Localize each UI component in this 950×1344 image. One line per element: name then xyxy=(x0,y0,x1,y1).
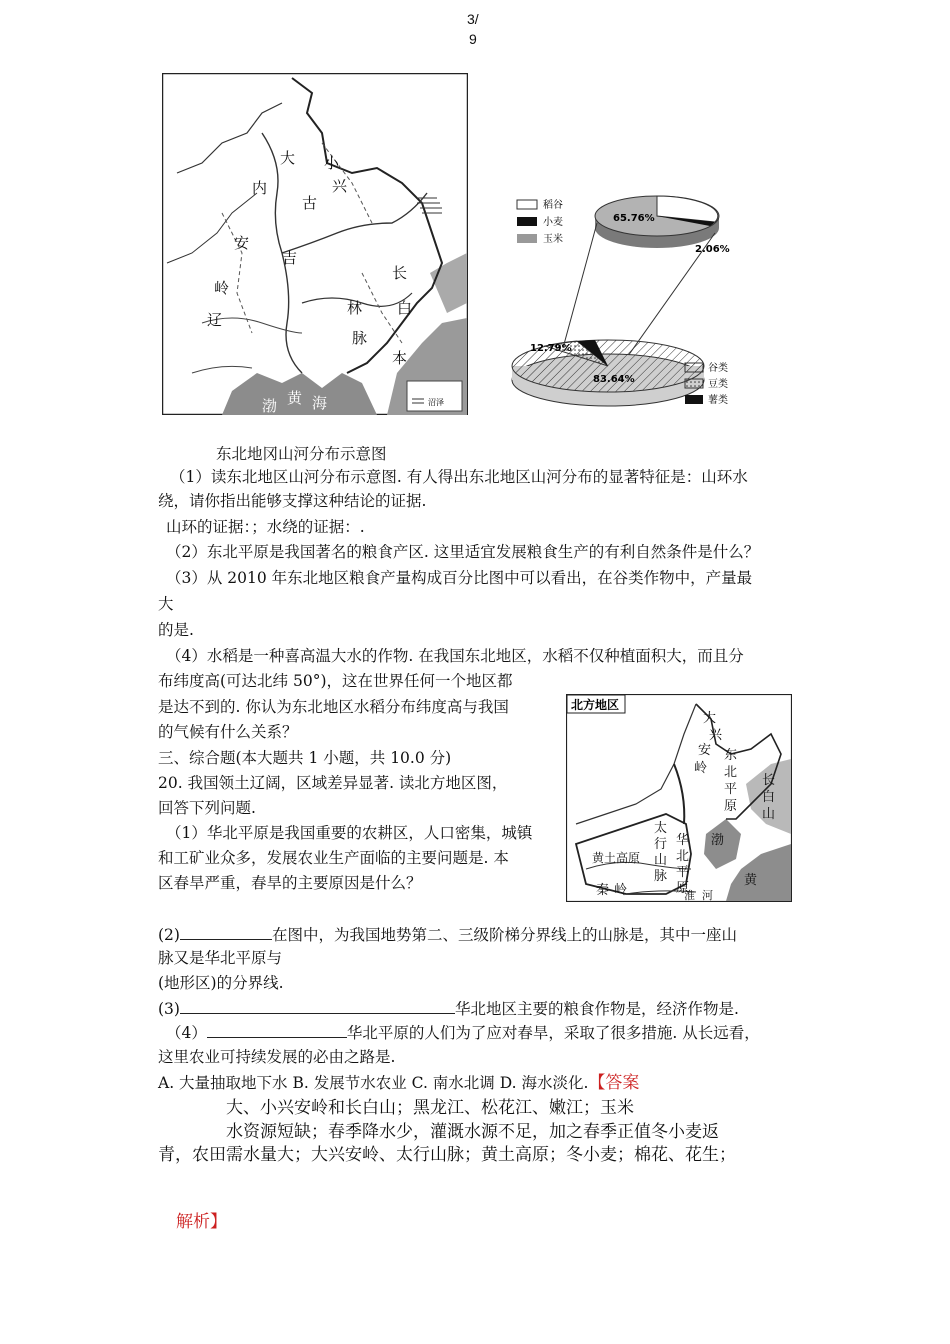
pie-large-value-beans: 12.79% xyxy=(530,343,572,354)
map2-label: 黄土高原 xyxy=(592,851,641,865)
q1-line2: 绕，请你指出能够支撑这种结论的证据. xyxy=(158,492,427,510)
map1-label: 岭 xyxy=(214,279,230,297)
q20-p4-line2: 这里农业可持续发展的必由之路是. xyxy=(158,1048,396,1066)
q4-line1: （4）水稻是一种喜高温大水的作物. 在我国东北地区，水稻不仅种植面积大，而且分 xyxy=(166,647,744,665)
map2-label: 山 xyxy=(654,853,668,868)
legend-beans: 豆类 xyxy=(708,379,728,390)
answer-line2: 水资源短缺；春季降水少，灌溉水源不足，加之春季正值冬小麦返 xyxy=(226,1122,719,1142)
map1-label: 辽 xyxy=(207,311,223,329)
map2-title: 北方地区 xyxy=(571,698,620,712)
north-region-map xyxy=(566,694,792,902)
map1-label: 渤 xyxy=(262,397,278,415)
q20-options: A. 大量抽取地下水 B. 发展节水农业 C. 南水北调 D. 海水淡化. xyxy=(158,1074,589,1092)
q3-line3: 的是. xyxy=(158,621,194,639)
answer-line3: 青，农田需水量大；大兴安岭、太行山脉；黄土高原；冬小麦；棉花、花生； xyxy=(158,1145,736,1165)
legend-tubers: 薯类 xyxy=(708,395,728,406)
map2-label: 秦 xyxy=(596,883,610,898)
map2-label: 岭 xyxy=(694,761,708,776)
map2-label: 华 xyxy=(676,833,690,848)
q20-p2 xyxy=(158,923,737,946)
q1-line1: （1）读东北地区山河分布示意图. 有人得出东北地区山河分布的显著特征是：山环水 xyxy=(170,468,748,486)
map1-label: 黄 xyxy=(287,389,303,407)
map2-label: 兴 xyxy=(709,728,723,743)
map1-label: 脉 xyxy=(352,329,368,347)
map2-label: 脉 xyxy=(654,869,668,884)
map2-label: 黄 xyxy=(744,873,758,888)
map2-label: 太 xyxy=(654,821,668,836)
map2-label: 白 xyxy=(762,790,776,805)
legend-rice: 稻谷 xyxy=(543,200,563,211)
pie-small-value-wheat: 2.06% xyxy=(695,244,730,255)
map2-label: 长 xyxy=(762,773,776,788)
map1-label: 本 xyxy=(392,349,408,367)
q1-line3: 山环的证据：；水绕的证据：. xyxy=(166,518,365,536)
analysis-tag: 解析】 xyxy=(176,1212,227,1232)
q20-p1-line2: 和工矿业众多，发展农业生产面临的主要问题是. 本 xyxy=(158,849,509,867)
q20-p4 xyxy=(166,1021,760,1044)
pie-large-value-grains: 83.64% xyxy=(593,374,635,385)
blank-line xyxy=(207,1021,347,1038)
q20-p1-line1: （1）华北平原是我国重要的农耕区，人口密集，城镇 xyxy=(166,824,533,842)
q20-p2-line3: (地形区)的分界线. xyxy=(158,974,284,992)
map1-label: 大 xyxy=(280,149,296,167)
map2-label: 平 xyxy=(676,865,690,880)
page-number-bottom: 9 xyxy=(469,31,477,47)
q20-p2-line2: 脉又是华北平原与 xyxy=(158,949,283,967)
map2-label: 安 xyxy=(698,743,712,758)
q20-line2: 回答下列问题. xyxy=(158,799,256,817)
map2-label: 岭 xyxy=(614,883,628,898)
northeast-map xyxy=(162,73,468,415)
pie-small-value-corn: 65.76% xyxy=(613,213,655,224)
map1-legend-marsh: 沼泽 xyxy=(428,398,444,407)
map1-label: 吉 xyxy=(282,249,298,267)
map2-label: 平 xyxy=(724,782,738,797)
q20-p4-number: （4） xyxy=(166,1024,207,1042)
map2-label: 河 xyxy=(702,889,713,902)
grain-pie-charts xyxy=(505,188,740,418)
q20-p4-text: 华北平原的人们为了应对春旱，采取了很多措施. 从长远看， xyxy=(346,1024,760,1042)
map1-label: 海 xyxy=(312,394,328,412)
map2-label: 渤 xyxy=(711,833,725,848)
map1-caption: 东北地冈山河分布示意图 xyxy=(216,445,387,463)
map2-label: 淮 xyxy=(684,889,695,902)
legend-corn: 玉米 xyxy=(543,234,563,245)
q20-line1: 20. 我国领土辽阔，区域差异显著. 读北方地区图， xyxy=(158,774,508,792)
q20-p1-line3: 区春旱严重，春旱的主要原因是什么？ xyxy=(158,874,422,892)
q4-line2: 布纬度高(可达北纬 50°)，这在世界任何一个地区都 xyxy=(158,672,513,690)
map1-label: 内 xyxy=(252,179,268,197)
q20-p2-number: (2) xyxy=(158,926,180,944)
legend-cereals: 谷类 xyxy=(708,363,728,374)
q20-p3-text: 华北地区主要的粮食作物是，经济作物是. xyxy=(454,1000,739,1018)
map2-label: 行 xyxy=(654,837,668,852)
map1-label: 小 xyxy=(324,154,340,172)
map1-label: 长 xyxy=(392,264,408,282)
q20-options-row xyxy=(158,1071,639,1095)
map2-label: 大 xyxy=(703,711,717,726)
map2-label: 东 xyxy=(724,748,738,763)
map1-label: 安 xyxy=(234,234,250,252)
answer-line1: 大、小兴安岭和长白山；黑龙江、松花江、嫩江；玉米 xyxy=(226,1098,634,1118)
map2-label: 北 xyxy=(676,849,690,864)
legend-wheat: 小麦 xyxy=(543,217,563,228)
q4-line3: 是达不到的. 你认为东北地区水稻分布纬度高与我国 xyxy=(158,698,509,716)
q3-line2: 大 xyxy=(158,595,174,613)
q20-p3 xyxy=(158,997,739,1020)
blank-line xyxy=(180,923,272,940)
q20-p3-number: (3) xyxy=(158,1000,180,1018)
q3-line1: （3）从 2010 年东北地区粮食产量构成百分比图中可以看出，在谷类作物中，产量最 xyxy=(166,569,753,587)
blank-line xyxy=(180,997,455,1014)
page-number-top: 3/ xyxy=(467,11,479,27)
q2: （2）东北平原是我国著名的粮食产区. 这里适宜发展粮食生产的有利自然条件是什么？ xyxy=(166,543,760,561)
answer-tag: 【答案 xyxy=(588,1073,640,1093)
map1-label: 白 xyxy=(397,299,413,317)
map1-label: 古 xyxy=(302,194,318,212)
section-heading: 三、综合题(本大题共 1 小题，共 10.0 分) xyxy=(158,749,452,767)
map1-label: 兴 xyxy=(332,177,348,195)
map2-label: 山 xyxy=(762,807,776,822)
map2-label: 原 xyxy=(676,881,690,896)
map2-label: 原 xyxy=(724,799,738,814)
q20-p2-text: 在图中，为我国地势第二、三级阶梯分界线上的山脉是，其中一座山 xyxy=(271,926,737,944)
map2-label: 北 xyxy=(724,765,738,780)
map1-label: 林 xyxy=(347,299,363,317)
q4-line4: 的气候有什么关系？ xyxy=(158,723,298,741)
